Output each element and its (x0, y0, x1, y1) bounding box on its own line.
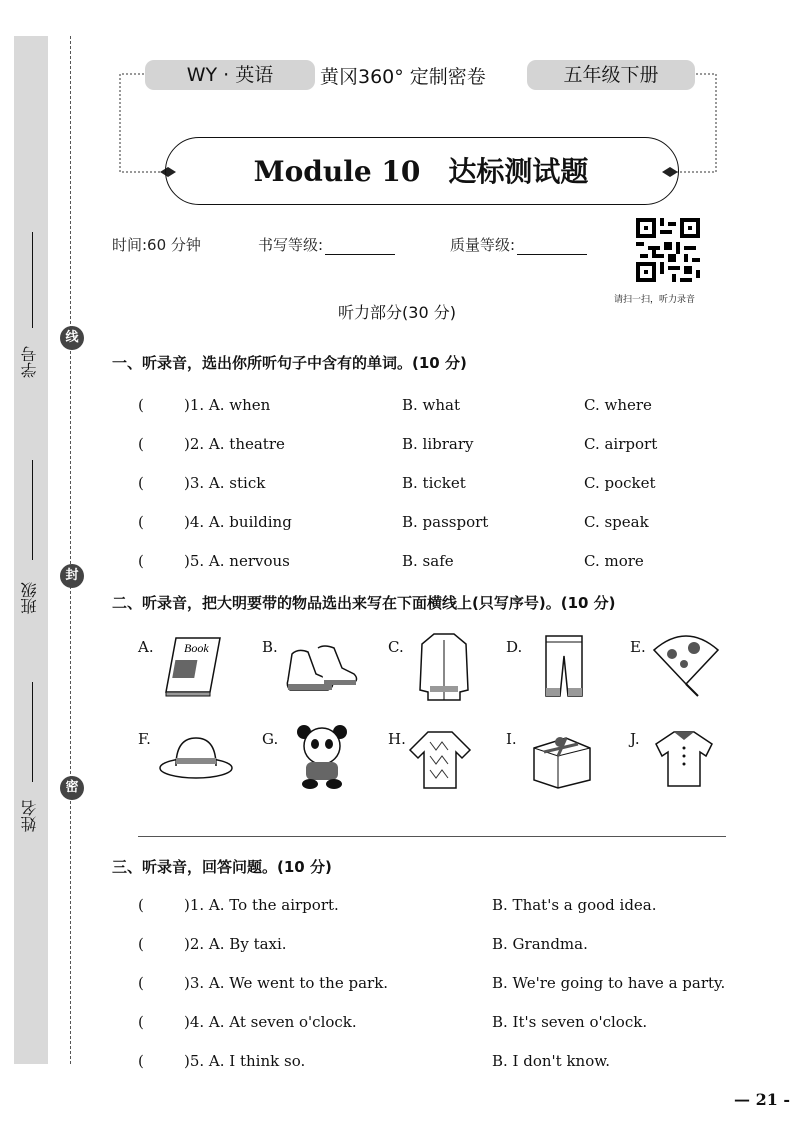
option-a: )2. A. theatre (184, 435, 285, 453)
name-label: 姓名 (20, 800, 39, 832)
seal-line-mark: 线 (60, 326, 84, 350)
option-c: C. pocket (584, 474, 656, 492)
class-label: 班级 (20, 582, 39, 614)
class-line (32, 460, 33, 560)
option-a: )2. A. By taxi. (184, 935, 287, 953)
trousers-picture (542, 632, 586, 700)
qr-caption: 请扫一扫，听力录音 (614, 295, 696, 305)
shirt-picture (652, 728, 716, 790)
picture-letter: D. (506, 638, 523, 656)
option-a: )4. A. At seven o'clock. (184, 1013, 357, 1031)
option-a: )3. A. stick (184, 474, 266, 492)
fan-picture (650, 628, 722, 700)
subject-pill: WY · 英语 (145, 60, 315, 90)
option-c: C. where (584, 396, 652, 414)
grade-pill: 五年级下册 (527, 60, 695, 90)
qr-code[interactable] (636, 218, 700, 282)
option-a: )1. A. To the airport. (184, 896, 339, 914)
picture-letter: E. (630, 638, 646, 656)
option-a: )4. A. building (184, 513, 292, 531)
book-title-text: Book (184, 641, 209, 655)
quality-grade (450, 234, 587, 255)
option-c: C. more (584, 552, 644, 570)
panda-picture (292, 724, 352, 790)
answer-blank[interactable]: ( (138, 513, 144, 531)
picture-letter: J. (630, 730, 640, 748)
page-title: Module 10 达标测试题 (253, 155, 589, 188)
jacket-picture (416, 630, 472, 702)
answer-blank[interactable]: ( (138, 896, 144, 914)
option-c: C. airport (584, 435, 658, 453)
option-a: )5. A. nervous (184, 552, 290, 570)
hat-picture (156, 734, 236, 782)
student-id-label: 学号 (20, 346, 39, 378)
quality-grade-blank (517, 240, 587, 255)
binding-strip (14, 36, 48, 1064)
option-b: B. I don't know. (492, 1052, 611, 1070)
picture-letter: G. (262, 730, 279, 748)
option-b: B. We're going to have a party. (492, 974, 726, 992)
book-picture (162, 634, 228, 698)
option-b: B. library (402, 435, 474, 453)
picture-letter: A. (138, 638, 154, 656)
answer-blank[interactable]: ( (138, 1013, 144, 1031)
gift-picture (530, 726, 594, 790)
option-a: )5. A. I think so. (184, 1052, 306, 1070)
section3-heading: 三、听录音，回答问题。(10 分) (112, 858, 332, 876)
option-b: B. That's a good idea. (492, 896, 657, 914)
seal-mi-mark: 密 (60, 776, 84, 800)
shoes-picture (284, 640, 360, 696)
option-b: B. what (402, 396, 461, 414)
divider (138, 836, 726, 837)
time-info: 时间:60 分钟 (112, 236, 201, 254)
answer-blank[interactable]: ( (138, 474, 144, 492)
option-a: )3. A. We went to the park. (184, 974, 389, 992)
option-b: B. ticket (402, 474, 466, 492)
listening-title: 听力部分(30 分) (338, 303, 456, 322)
option-a: )1. A. when (184, 396, 271, 414)
page-number: — 21 - (734, 1090, 791, 1109)
option-b: B. Grandma. (492, 935, 588, 953)
answer-blank[interactable]: ( (138, 1052, 144, 1070)
picture-letter: C. (388, 638, 404, 656)
writing-grade-label: 书写等级: (258, 236, 324, 254)
writing-grade-blank (325, 240, 395, 255)
option-b: B. safe (402, 552, 454, 570)
name-line (32, 682, 33, 782)
option-b: B. It's seven o'clock. (492, 1013, 648, 1031)
answer-blank[interactable]: ( (138, 935, 144, 953)
answer-blank[interactable]: ( (138, 435, 144, 453)
answer-blank[interactable]: ( (138, 396, 144, 414)
sweater-picture (406, 728, 474, 792)
option-c: C. speak (584, 513, 649, 531)
option-b: B. passport (402, 513, 489, 531)
section2-heading: 二、听录音，把大明要带的物品选出来写在下面横线上(只写序号)。(10 分) (112, 594, 616, 612)
quality-grade-label: 质量等级: (450, 236, 516, 254)
picture-letter: B. (262, 638, 278, 656)
picture-letter: H. (388, 730, 406, 748)
answer-blank[interactable]: ( (138, 974, 144, 992)
picture-letter: I. (506, 730, 517, 748)
brand-text: 黄冈360° 定制密卷 (320, 66, 486, 88)
section1-heading: 一、听录音，选出你所听句子中含有的单词。(10 分) (112, 354, 467, 372)
answer-blank[interactable]: ( (138, 552, 144, 570)
cut-line (70, 36, 71, 1064)
writing-grade (258, 234, 395, 255)
picture-letter: F. (138, 730, 151, 748)
seal-feng-mark: 封 (60, 564, 84, 588)
